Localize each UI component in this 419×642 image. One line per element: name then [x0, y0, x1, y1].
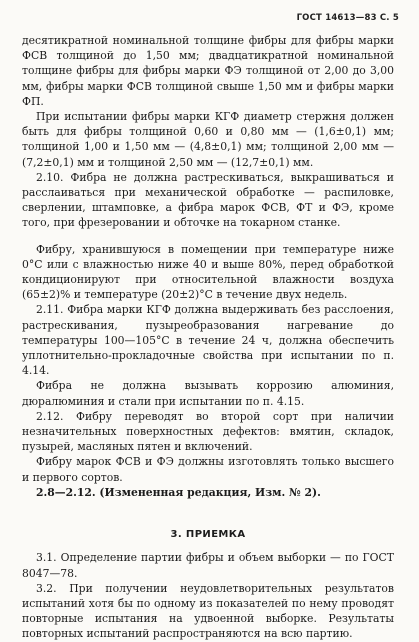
paragraph-kgf-rod-diameter: При испытании фибры марки КГФ диаметр стержня должен быть для фибры толщиной 0,60 и 0,80 мм — (1,6±0,1) мм; толщиной 1,00 и 1,50 мм — (4,8±0,1) мм; толщиной 2,00 мм — (7,2±0,1) мм и толщиной 2,50 мм — (12,7±0,1) мм.: [22, 110, 394, 169]
amendment-note: 2.8—2.12. (Измененная редакция, Изм. № 2).: [36, 485, 321, 499]
paragraph-continuation: десятикратной номинальной толщине фибры для фибры марки ФСВ толщиной до 1,50 мм; двадцатикратной номинальной толщине фибры для фибры марки ФЭ толщиной от 2,00 до 3,00 мм, фибры марки ФСВ толщиной свыше 1,50 мм и фибры марки ФП.: [22, 34, 394, 108]
paragraph-3-1: 3.1. Определение партии фибры и объем выборки — по ГОСТ 8047—78.: [22, 551, 394, 580]
document-body: [22, 33, 394, 642]
paragraph-2-11: 2.11. Фибра марки КГФ должна выдерживать без расслоения, растрескивания, пузыреобразования нагревание до температуры 100—105°С в течение 24 ч, должна обеспечить уплотнительно-прокладочные свойства при испытании по п. 4.14.: [22, 303, 394, 378]
section-title: 3. ПРИЕМКА: [170, 529, 246, 541]
paragraph-3-2: 3.2. При получении неудовлетворительных результатов испытаний хотя бы по одному из показателей по нему проводят повторные испытания на удвоенной выборке. Результаты повторных испытаний распространяются на всю партию.: [22, 581, 394, 641]
paragraph-conditioning: Фибру, хранившуюся в помещении при температуре ниже 0°С или с влажностью ниже 40 и выше 80%, перед обработкой кондиционируют при относительной влажности воздуха (65±2)% и температуре (20±2)°С в течение двух недель.: [22, 242, 394, 302]
paragraph-2-12: 2.12. Фибру переводят во второй сорт при наличии незначительных поверхностных дефектов: вмятин, складок, пузырей, масляных пятен и включений.: [22, 409, 394, 454]
paragraph-2-10: 2.10. Фибра не должна растрескиваться, выкрашиваться и расслаиваться при механической обработке — распиловке, сверлении, штамповке, а фибра марок ФСВ, ФТ и ФЭ, кроме того, при фрезеровании и обточке на токарном станке.: [22, 170, 394, 230]
paragraph-grades: Фибру марок ФСВ и ФЭ должны изготовлять только высшего и первого сортов.: [22, 455, 394, 484]
paragraph-corrosion: Фибра не должна вызывать коррозию алюминия, дюралюминия и стали при испытании по п. 4.15.: [22, 379, 394, 408]
page-header: ГОСТ 14613—83 С. 5: [296, 13, 399, 23]
